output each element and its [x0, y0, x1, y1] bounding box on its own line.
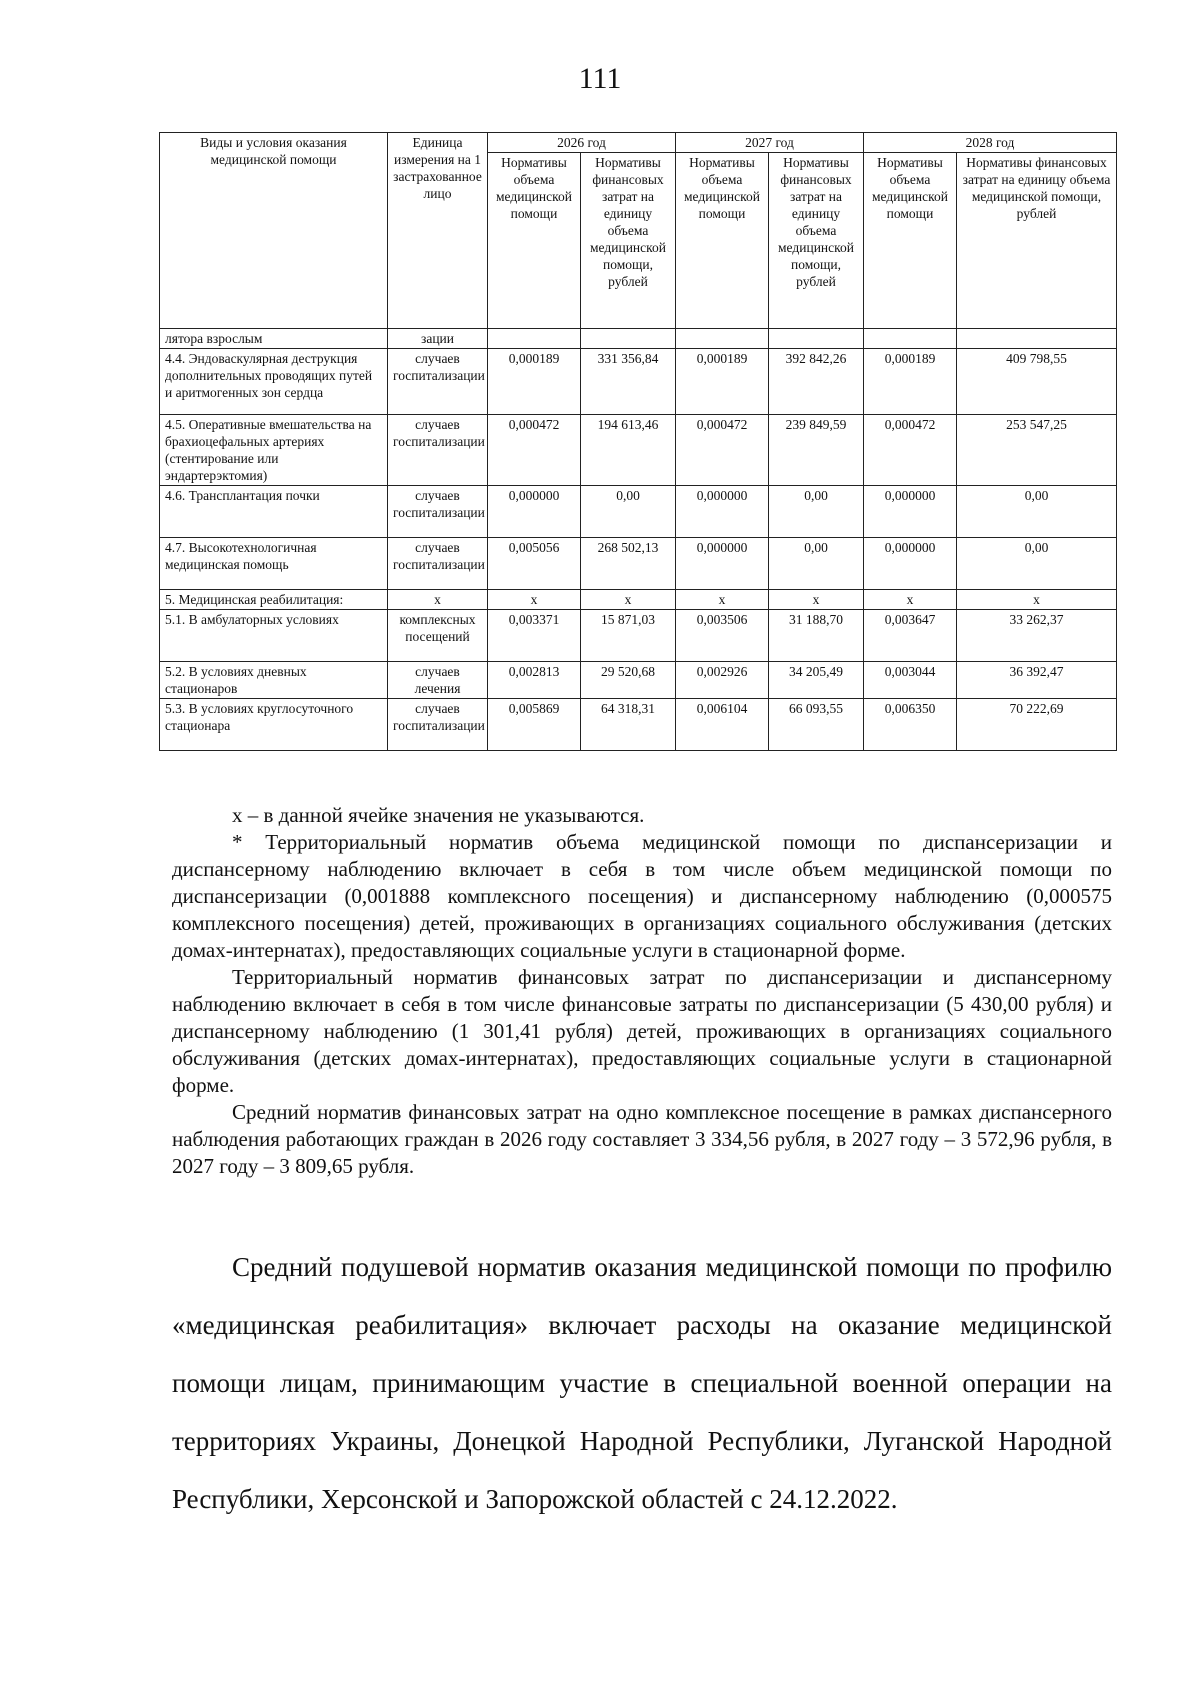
header-kind: Виды и условия оказания медицинской помощи	[160, 133, 388, 329]
header-year-2026: 2026 год	[488, 133, 676, 153]
table-row	[160, 590, 1117, 610]
row-value-cell: 0,002926	[676, 662, 769, 699]
table-row	[160, 538, 1117, 590]
table-row	[160, 699, 1117, 751]
x-note: х – в данной ячейке значения не указываются.	[232, 803, 645, 827]
table-row	[160, 662, 1117, 699]
row-value-cell: х	[488, 590, 581, 610]
notes	[172, 802, 1112, 1180]
row-value-cell	[676, 329, 769, 349]
header-volume: Нормативы объема медицинской помощи	[488, 153, 581, 329]
row-value-cell: 409 798,55	[957, 349, 1117, 415]
table-body	[160, 329, 1117, 751]
row-value-cell: 31 188,70	[769, 610, 864, 662]
table-row	[160, 415, 1117, 486]
row-unit-cell: случаев госпитализации	[388, 486, 488, 538]
row-value-cell: 0,000189	[676, 349, 769, 415]
row-value-cell	[581, 329, 676, 349]
row-value-cell: 0,000000	[864, 486, 957, 538]
row-value-cell	[769, 329, 864, 349]
row-value-cell	[957, 329, 1117, 349]
table-row	[160, 486, 1117, 538]
row-value-cell: 0,000189	[488, 349, 581, 415]
row-name-cell: 4.5. Оперативные вмешательства на брахиоцефальных артериях (стентирование или эндартерэктомия)	[160, 415, 388, 486]
row-name-cell: 4.6. Трансплантация почки	[160, 486, 388, 538]
row-value-cell: 0,003044	[864, 662, 957, 699]
row-value-cell: 0,00	[957, 538, 1117, 590]
row-value-cell: 29 520,68	[581, 662, 676, 699]
row-value-cell: 0,003647	[864, 610, 957, 662]
row-value-cell: 0,000472	[676, 415, 769, 486]
row-name-cell: 5.2. В условиях дневных стационаров	[160, 662, 388, 699]
row-unit-cell: случаев лечения	[388, 662, 488, 699]
row-name-cell: 5.3. В условиях круглосуточного стационара	[160, 699, 388, 751]
header-year-2027: 2027 год	[676, 133, 864, 153]
row-value-cell: 33 262,37	[957, 610, 1117, 662]
row-value-cell: 0,000000	[864, 538, 957, 590]
header-unit: Единица измерения на 1 застрахованное лицо	[388, 133, 488, 329]
row-value-cell: 392 842,26	[769, 349, 864, 415]
header-finance: Нормативы финансовых затрат на единицу объема медицинской помощи, рублей	[957, 153, 1117, 329]
main-paragraph: Средний подушевой норматив оказания медицинской помощи по профилю «медицинская реабилитация» включает расходы на оказание медицинской помощи лицам, принимающим участие в специальной военной операции на территориях Украины, Донецкой Народной Республики, Луганской Народной Республики, Херсонской и Запорожской областей с 24.12.2022.	[172, 1252, 1112, 1514]
row-unit-cell: х	[388, 590, 488, 610]
row-value-cell: х	[581, 590, 676, 610]
header-volume: Нормативы объема медицинской помощи	[676, 153, 769, 329]
row-value-cell: 66 093,55	[769, 699, 864, 751]
header-finance: Нормативы финансовых затрат на единицу объема медицинской помощи, рублей	[769, 153, 864, 329]
row-unit-cell: случаев госпитализации	[388, 538, 488, 590]
row-value-cell: 0,00	[769, 538, 864, 590]
row-value-cell: 0,00	[769, 486, 864, 538]
page-number: 111	[578, 62, 622, 95]
row-name-cell: 4.4. Эндоваскулярная деструкция дополнительных проводящих путей и аритмогенных зон сердца	[160, 349, 388, 415]
row-value-cell: 36 392,47	[957, 662, 1117, 699]
row-value-cell: 268 502,13	[581, 538, 676, 590]
row-value-cell: 0,006350	[864, 699, 957, 751]
row-value-cell: 0,000472	[864, 415, 957, 486]
row-unit-cell: зации	[388, 329, 488, 349]
row-value-cell: 0,000189	[864, 349, 957, 415]
row-value-cell: х	[864, 590, 957, 610]
row-value-cell: 0,006104	[676, 699, 769, 751]
row-value-cell: 64 318,31	[581, 699, 676, 751]
row-value-cell: 0,002813	[488, 662, 581, 699]
norms-table	[159, 132, 1117, 751]
row-value-cell: 0,000000	[676, 486, 769, 538]
row-name-cell: 4.7. Высокотехнологичная медицинская помощь	[160, 538, 388, 590]
row-unit-cell: случаев госпитализации	[388, 415, 488, 486]
average-note: Средний норматив финансовых затрат на одно комплексное посещение в рамках диспансерного наблюдения работающих граждан в 2026 году составляет 3 334,56 рубля, в 2027 году – 3 572,96 рубля, в 2027 году – 3 809,65 рубля.	[172, 1100, 1112, 1178]
row-value-cell: 15 871,03	[581, 610, 676, 662]
row-value-cell: 0,000000	[676, 538, 769, 590]
row-name-cell: 5.1. В амбулаторных условиях	[160, 610, 388, 662]
row-value-cell: 0,000472	[488, 415, 581, 486]
row-value-cell: 0,003506	[676, 610, 769, 662]
row-value-cell: 70 222,69	[957, 699, 1117, 751]
row-value-cell: 239 849,59	[769, 415, 864, 486]
table-row	[160, 349, 1117, 415]
row-name-cell: 5. Медицинская реабилитация:	[160, 590, 388, 610]
row-value-cell	[864, 329, 957, 349]
row-unit-cell: комплексных посещений	[388, 610, 488, 662]
row-value-cell: 0,00	[957, 486, 1117, 538]
row-unit-cell: случаев госпитализации	[388, 699, 488, 751]
finance-note: Территориальный норматив финансовых затрат по диспансеризации и диспансерному наблюдению включает в себя в том числе финансовые затраты по диспансеризации (5 430,00 рубля) и диспансерному наблюдению (1 301,41 рубля) детей, проживающих в организациях социального обслуживания (детских домах-интернатах), предоставляющих социальные услуги в стационарной форме.	[172, 965, 1112, 1097]
table-row	[160, 329, 1117, 349]
row-value-cell: х	[769, 590, 864, 610]
row-name-cell: лятора взрослым	[160, 329, 388, 349]
row-value-cell: 194 613,46	[581, 415, 676, 486]
row-value-cell	[488, 329, 581, 349]
header-year-2028: 2028 год	[864, 133, 1117, 153]
row-value-cell: х	[957, 590, 1117, 610]
header-finance: Нормативы финансовых затрат на единицу объема медицинской помощи, рублей	[581, 153, 676, 329]
row-value-cell: 0,005056	[488, 538, 581, 590]
row-value-cell: х	[676, 590, 769, 610]
header-volume: Нормативы объема медицинской помощи	[864, 153, 957, 329]
row-value-cell: 253 547,25	[957, 415, 1117, 486]
row-unit-cell: случаев госпитализации	[388, 349, 488, 415]
row-value-cell: 34 205,49	[769, 662, 864, 699]
row-value-cell: 0,00	[581, 486, 676, 538]
row-value-cell: 0,000000	[488, 486, 581, 538]
row-value-cell: 331 356,84	[581, 349, 676, 415]
row-value-cell: 0,003371	[488, 610, 581, 662]
table-row	[160, 610, 1117, 662]
star-note: * Территориальный норматив объема медицинской помощи по диспансеризации и диспансерному наблюдению включает в себя в том числе объем медицинской помощи по диспансеризации (0,001888 комплексного посещения) и диспансерному наблюдению (0,000575 комплексного посещения) детей, проживающих в организациях социального обслуживания (детских домах-интернатах), предоставляющих социальные услуги в стационарной форме.	[172, 830, 1112, 962]
row-value-cell: 0,005869	[488, 699, 581, 751]
